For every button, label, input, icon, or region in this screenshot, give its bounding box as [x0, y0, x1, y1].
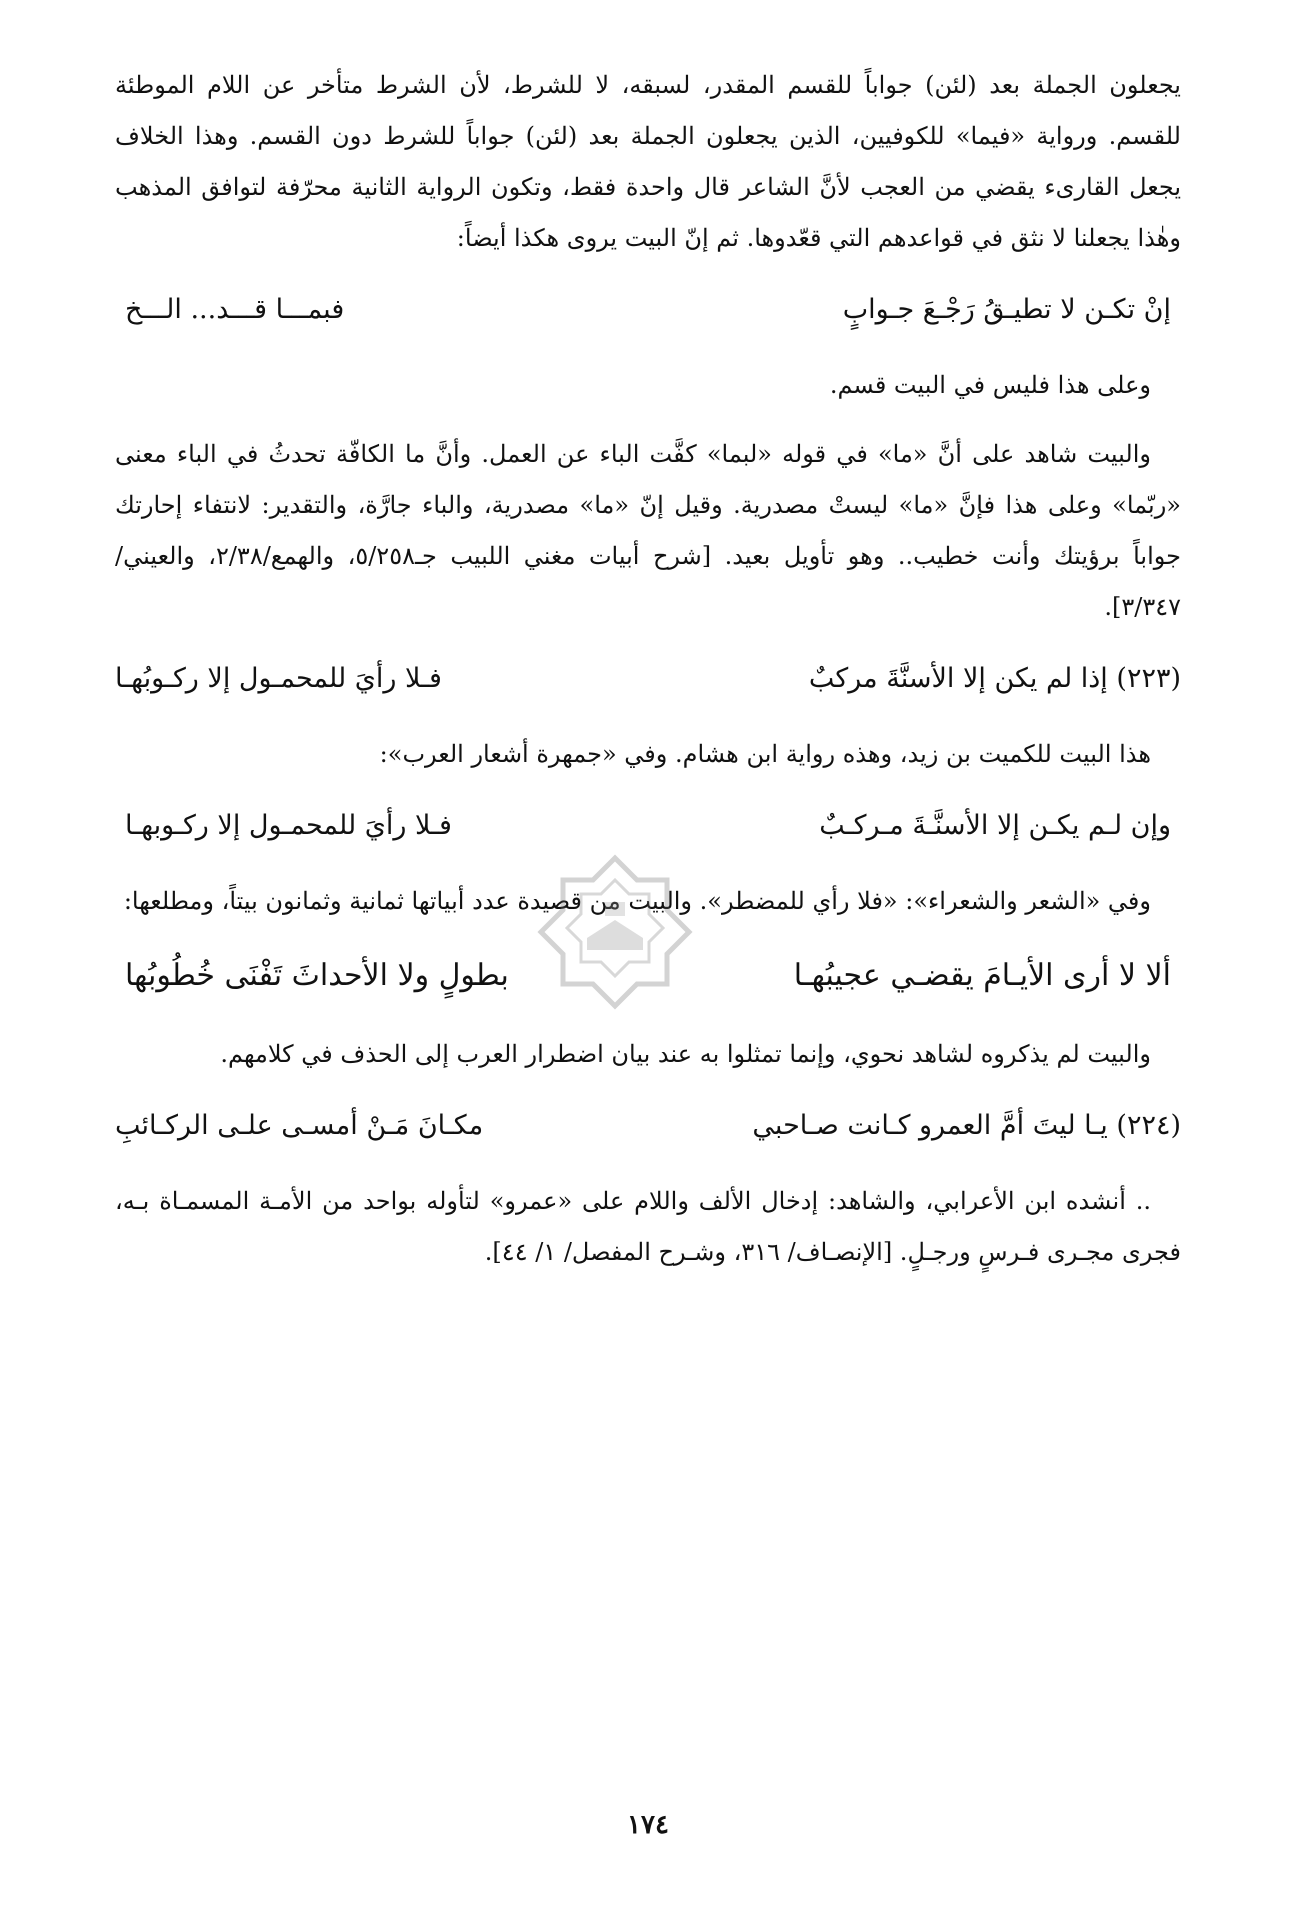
verse-224-second-hemistich: مكـانَ مَـنْ أمسـى علـى الركـائبِ	[115, 1110, 484, 1141]
verse-3-first-hemistich: ألا لا أرى الأيـامَ يقضـي عجيبُهـا	[793, 958, 1171, 993]
paragraph-no-oath: وعلى هذا فليس في البيت قسم.	[829, 371, 1151, 399]
paragraph-not-grammatical-witness: والبيت لم يذكروه لشاهد نحوي، وإنما تمثلوا به عند بيان اضطرار العرب إلى الحذف في كلامهم.	[220, 1040, 1151, 1068]
verse-line-1	[115, 282, 1181, 338]
verse-2-second-hemistich: فـلا رأيَ للمحمـول إلا ركـوبهـا	[125, 810, 452, 841]
verse-1-second-hemistich: فبمـــا قـــد... الـــخ	[125, 294, 345, 325]
verse-3-second-hemistich: بطولٍ ولا الأحداثَ تَفْنَى خُطُوبُها	[125, 958, 509, 993]
verse-1-first-hemistich: إنْ تكـن لا تطيـقُ رَجْـعَ جـوابٍ	[842, 294, 1171, 325]
paragraph-intro: يجعلون الجملة بعد (لئن) جواباً للقسم المقدر، لسبقه، لا للشرط، لأن الشرط متأخر عن اللام الموطئة للقسم. ورواية «فيما» للكوفيين، الذين يجعلون الجملة بعد (لئن) جواباً للشرط دون القسم. وهذا الخلاف يجعل القارىء يقضي من العجب لأنَّ الشاعر قال واحدة فقط، وتكون الرواية الثانية محرّفة لتوافق المذهب وهٰذا يجعلنا لا نثق في قواعدهم التي قعّدوها. ثم إنّ البيت يروى هكذا أيضاً:	[115, 71, 1181, 252]
verse-223-first-hemistich: (٢٢٣) إذا لم يكن إلا الأسنَّةَ مركبٌ	[808, 663, 1181, 694]
paragraph-ibn-alarabi: .. أنشده ابن الأعرابي، والشاهد: إدخال الألف واللام على «عمرو» لتأوله بواحد من الأمـة المسمـاة بـه، فجرى مجـرى فـرسٍ ورجـلٍ. [الإنصـاف/ ٣١٦، وشـرح المفصل/ ١/ ٤٤].	[115, 1187, 1181, 1266]
verse-2-first-hemistich: وإن لـم يكـن إلا الأسنَّـةَ مـركـبٌ	[819, 810, 1171, 841]
verse-line-3	[115, 945, 1181, 1007]
verse-224-first-hemistich: (٢٢٤) يـا ليتَ أمَّ العمرو كـانت صـاحبي	[752, 1110, 1181, 1141]
page-number: ١٧٤	[627, 1810, 669, 1840]
paragraph-witness-explanation: والبيت شاهد على أنَّ «ما» في قوله «لبما» كفَّت الباء عن العمل. وأنَّ ما الكافّة تحدثُ في الباء معنى «ربّما» وعلى هذا فإنَّ «ما» ليستْ مصدرية. وقيل إنّ «ما» مصدرية، والباء جارَّة، والتقدير: لانتفاء إحارتك جواباً برؤيتك وأنت خطيب.. وهو تأويل بعيد. [شرح أبيات مغني اللبيب جـ٥/٢٥٨، والهمع/٢/٣٨، والعيني/٣/٣٤٧].	[115, 440, 1181, 621]
verse-line-2	[115, 798, 1181, 854]
verse-223-second-hemistich: فـلا رأيَ للمحمـول إلا ركـوبُهـا	[115, 663, 442, 694]
verse-224	[115, 1098, 1181, 1154]
paragraph-poetry-and-poets: وفي «الشعر والشعراء»: «فلا رأي للمضطر». والبيت من قصيدة عدد أبياتها ثمانية وثمانون بيتاً، ومطلعها:	[123, 887, 1151, 915]
paragraph-kumait: هذا البيت للكميت بن زيد، وهذه رواية ابن هشام. وفي «جمهرة أشعار العرب»:	[379, 740, 1151, 768]
verse-223	[115, 651, 1181, 707]
